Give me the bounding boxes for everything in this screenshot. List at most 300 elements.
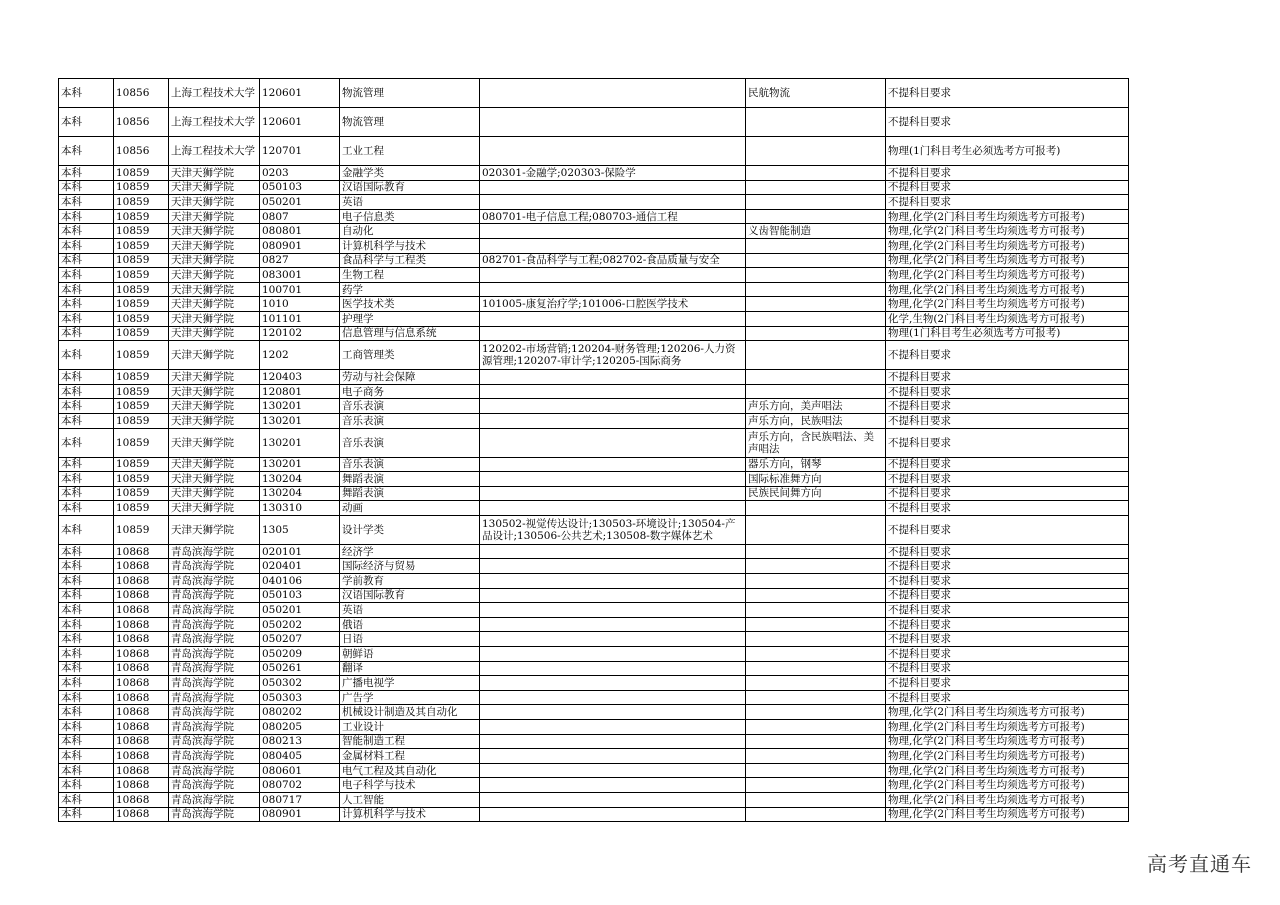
school-name-cell: 天津天狮学院 (169, 282, 260, 297)
table-row (59, 705, 1129, 720)
school-name-cell: 青岛滨海学院 (169, 676, 260, 691)
table-row (59, 282, 1129, 297)
included-majors-cell (480, 574, 746, 589)
school-code-cell: 10868 (114, 574, 169, 589)
school-code-cell: 10868 (114, 792, 169, 807)
major-name-cell: 工业设计 (340, 720, 480, 735)
major-name-cell: 工商管理类 (340, 341, 480, 370)
school-name-cell: 天津天狮学院 (169, 209, 260, 224)
level-cell: 本科 (59, 559, 114, 574)
school-code-cell: 10868 (114, 749, 169, 764)
school-name-cell: 青岛滨海学院 (169, 763, 260, 778)
level-cell: 本科 (59, 370, 114, 385)
included-majors-cell (480, 137, 746, 166)
major-name-cell: 机械设计制造及其自动化 (340, 705, 480, 720)
major-name-cell: 学前教育 (340, 574, 480, 589)
school-name-cell: 青岛滨海学院 (169, 807, 260, 822)
included-majors-cell (480, 108, 746, 137)
level-cell: 本科 (59, 734, 114, 749)
subject-requirement-cell: 不提科目要求 (886, 166, 1129, 181)
included-majors-cell (480, 544, 746, 559)
school-code-cell: 10859 (114, 224, 169, 239)
school-code-cell: 10859 (114, 457, 169, 472)
included-majors-cell (480, 501, 746, 516)
level-cell: 本科 (59, 792, 114, 807)
school-name-cell: 天津天狮学院 (169, 268, 260, 283)
level-cell: 本科 (59, 311, 114, 326)
level-cell: 本科 (59, 341, 114, 370)
direction-cell (746, 341, 886, 370)
major-code-cell: 120102 (260, 326, 340, 341)
major-code-cell: 130201 (260, 413, 340, 428)
major-name-cell: 广告学 (340, 690, 480, 705)
level-cell: 本科 (59, 79, 114, 108)
direction-cell (746, 209, 886, 224)
major-name-cell: 金融学类 (340, 166, 480, 181)
table-row (59, 661, 1129, 676)
table-row (59, 326, 1129, 341)
school-code-cell: 10859 (114, 472, 169, 487)
direction-cell: 声乐方向，含民族唱法、美声唱法 (746, 428, 886, 457)
direction-cell (746, 763, 886, 778)
major-name-cell: 物流管理 (340, 108, 480, 137)
direction-cell (746, 137, 886, 166)
subject-requirement-cell: 不提科目要求 (886, 603, 1129, 618)
school-name-cell: 青岛滨海学院 (169, 603, 260, 618)
school-name-cell: 天津天狮学院 (169, 297, 260, 312)
major-code-cell: 130201 (260, 399, 340, 414)
major-code-cell: 1010 (260, 297, 340, 312)
direction-cell: 声乐方向，美声唱法 (746, 399, 886, 414)
level-cell: 本科 (59, 399, 114, 414)
direction-cell (746, 705, 886, 720)
major-name-cell: 人工智能 (340, 792, 480, 807)
table-row (59, 311, 1129, 326)
major-name-cell: 汉语国际教育 (340, 180, 480, 195)
major-code-cell: 120601 (260, 108, 340, 137)
school-code-cell: 10859 (114, 399, 169, 414)
table-row (59, 341, 1129, 370)
included-majors-cell (480, 457, 746, 472)
subject-requirement-cell: 物理(1门科目考生必须选考方可报考) (886, 326, 1129, 341)
subject-requirement-cell: 物理,化学(2门科目考生均须选考方可报考) (886, 705, 1129, 720)
direction-cell (746, 515, 886, 544)
major-name-cell: 工业工程 (340, 137, 480, 166)
subject-requirement-cell: 物理,化学(2门科目考生均须选考方可报考) (886, 778, 1129, 793)
major-name-cell: 智能制造工程 (340, 734, 480, 749)
table-row (59, 617, 1129, 632)
table-row (59, 720, 1129, 735)
major-code-cell: 130201 (260, 428, 340, 457)
level-cell: 本科 (59, 544, 114, 559)
major-code-cell: 050103 (260, 180, 340, 195)
major-code-cell: 080205 (260, 720, 340, 735)
subject-requirement-cell: 不提科目要求 (886, 588, 1129, 603)
major-code-cell: 050302 (260, 676, 340, 691)
level-cell: 本科 (59, 472, 114, 487)
school-name-cell: 天津天狮学院 (169, 457, 260, 472)
major-code-cell: 040106 (260, 574, 340, 589)
level-cell: 本科 (59, 195, 114, 210)
school-name-cell: 天津天狮学院 (169, 341, 260, 370)
table-row (59, 778, 1129, 793)
major-code-cell: 050207 (260, 632, 340, 647)
direction-cell (746, 661, 886, 676)
subject-requirement-cell: 物理(1门科目考生必须选考方可报考) (886, 137, 1129, 166)
level-cell: 本科 (59, 501, 114, 516)
major-name-cell: 电子信息类 (340, 209, 480, 224)
major-code-cell: 080702 (260, 778, 340, 793)
school-name-cell: 青岛滨海学院 (169, 588, 260, 603)
included-majors-cell (480, 268, 746, 283)
subject-requirement-cell: 不提科目要求 (886, 632, 1129, 647)
included-majors-cell: 130502-视觉传达设计;130503-环境设计;130504-产品设计;130506-公共艺术;130508-数字媒体艺术 (480, 515, 746, 544)
table-row (59, 370, 1129, 385)
level-cell: 本科 (59, 661, 114, 676)
major-code-cell: 130310 (260, 501, 340, 516)
major-name-cell: 国际经济与贸易 (340, 559, 480, 574)
subject-requirement-cell: 不提科目要求 (886, 544, 1129, 559)
level-cell: 本科 (59, 778, 114, 793)
school-code-cell: 10859 (114, 253, 169, 268)
major-code-cell: 120801 (260, 384, 340, 399)
school-code-cell: 10859 (114, 370, 169, 385)
school-name-cell: 青岛滨海学院 (169, 690, 260, 705)
table-row (59, 763, 1129, 778)
major-code-cell: 020101 (260, 544, 340, 559)
direction-cell (746, 544, 886, 559)
level-cell: 本科 (59, 326, 114, 341)
table-row (59, 238, 1129, 253)
subject-requirement-cell: 物理,化学(2门科目考生均须选考方可报考) (886, 253, 1129, 268)
level-cell: 本科 (59, 749, 114, 764)
school-name-cell: 青岛滨海学院 (169, 734, 260, 749)
school-name-cell: 天津天狮学院 (169, 384, 260, 399)
school-code-cell: 10868 (114, 763, 169, 778)
school-code-cell: 10868 (114, 617, 169, 632)
school-name-cell: 青岛滨海学院 (169, 778, 260, 793)
major-name-cell: 俄语 (340, 617, 480, 632)
school-code-cell: 10856 (114, 79, 169, 108)
major-code-cell: 130204 (260, 486, 340, 501)
major-name-cell: 音乐表演 (340, 399, 480, 414)
school-code-cell: 10859 (114, 326, 169, 341)
school-name-cell: 天津天狮学院 (169, 486, 260, 501)
school-code-cell: 10859 (114, 486, 169, 501)
major-name-cell: 英语 (340, 195, 480, 210)
direction-cell (746, 384, 886, 399)
included-majors-cell (480, 384, 746, 399)
table-row (59, 690, 1129, 705)
school-name-cell: 天津天狮学院 (169, 428, 260, 457)
major-name-cell: 医学技术类 (340, 297, 480, 312)
included-majors-cell (480, 749, 746, 764)
direction-cell (746, 632, 886, 647)
table-row (59, 297, 1129, 312)
major-code-cell: 120403 (260, 370, 340, 385)
included-majors-cell (480, 734, 746, 749)
school-name-cell: 青岛滨海学院 (169, 647, 260, 662)
table-row (59, 734, 1129, 749)
included-majors-cell (480, 603, 746, 618)
direction-cell (746, 166, 886, 181)
school-name-cell: 青岛滨海学院 (169, 559, 260, 574)
included-majors-cell (480, 763, 746, 778)
school-code-cell: 10859 (114, 166, 169, 181)
major-name-cell: 护理学 (340, 311, 480, 326)
major-name-cell: 音乐表演 (340, 457, 480, 472)
school-name-cell: 天津天狮学院 (169, 326, 260, 341)
table-row (59, 79, 1129, 108)
school-name-cell: 上海工程技术大学 (169, 108, 260, 137)
subject-requirement-cell: 物理,化学(2门科目考生均须选考方可报考) (886, 720, 1129, 735)
school-code-cell: 10868 (114, 676, 169, 691)
major-code-cell: 130201 (260, 457, 340, 472)
included-majors-cell (480, 661, 746, 676)
subject-requirement-cell: 不提科目要求 (886, 515, 1129, 544)
table-row (59, 108, 1129, 137)
major-code-cell: 101101 (260, 311, 340, 326)
major-name-cell: 生物工程 (340, 268, 480, 283)
school-code-cell: 10859 (114, 515, 169, 544)
school-code-cell: 10859 (114, 341, 169, 370)
level-cell: 本科 (59, 413, 114, 428)
included-majors-cell (480, 413, 746, 428)
table-row (59, 574, 1129, 589)
school-code-cell: 10856 (114, 137, 169, 166)
major-name-cell: 动画 (340, 501, 480, 516)
direction-cell (746, 268, 886, 283)
school-code-cell: 10868 (114, 720, 169, 735)
level-cell: 本科 (59, 282, 114, 297)
major-code-cell: 050209 (260, 647, 340, 662)
table-row (59, 399, 1129, 414)
included-majors-cell (480, 632, 746, 647)
table-row (59, 472, 1129, 487)
level-cell: 本科 (59, 617, 114, 632)
school-name-cell: 天津天狮学院 (169, 224, 260, 239)
subject-requirement-cell: 化学,生物(2门科目考生均须选考方可报考) (886, 311, 1129, 326)
subject-requirement-cell: 不提科目要求 (886, 676, 1129, 691)
school-name-cell: 天津天狮学院 (169, 413, 260, 428)
level-cell: 本科 (59, 603, 114, 618)
direction-cell: 民航物流 (746, 79, 886, 108)
major-code-cell: 080601 (260, 763, 340, 778)
school-code-cell: 10859 (114, 195, 169, 210)
included-majors-cell (480, 224, 746, 239)
direction-cell (746, 297, 886, 312)
subject-requirement-cell: 不提科目要求 (886, 617, 1129, 632)
school-code-cell: 10868 (114, 807, 169, 822)
major-code-cell: 050103 (260, 588, 340, 603)
subject-requirement-cell: 不提科目要求 (886, 413, 1129, 428)
school-code-cell: 10859 (114, 209, 169, 224)
school-code-cell: 10856 (114, 108, 169, 137)
table-row (59, 792, 1129, 807)
major-name-cell: 日语 (340, 632, 480, 647)
subject-requirement-cell: 物理,化学(2门科目考生均须选考方可报考) (886, 209, 1129, 224)
level-cell: 本科 (59, 108, 114, 137)
school-name-cell: 天津天狮学院 (169, 501, 260, 516)
school-name-cell: 青岛滨海学院 (169, 574, 260, 589)
major-code-cell: 050201 (260, 603, 340, 618)
included-majors-cell (480, 617, 746, 632)
school-name-cell: 天津天狮学院 (169, 238, 260, 253)
major-name-cell: 舞蹈表演 (340, 486, 480, 501)
table-row (59, 632, 1129, 647)
major-name-cell: 物流管理 (340, 79, 480, 108)
major-code-cell: 0203 (260, 166, 340, 181)
major-name-cell: 翻译 (340, 661, 480, 676)
major-code-cell: 050261 (260, 661, 340, 676)
major-name-cell: 舞蹈表演 (340, 472, 480, 487)
school-code-cell: 10859 (114, 180, 169, 195)
included-majors-cell (480, 326, 746, 341)
school-name-cell: 青岛滨海学院 (169, 544, 260, 559)
school-code-cell: 10868 (114, 690, 169, 705)
watermark: 高考直通车 (1147, 852, 1252, 876)
direction-cell (746, 617, 886, 632)
school-code-cell: 10868 (114, 559, 169, 574)
included-majors-cell (480, 370, 746, 385)
enrollment-table (58, 78, 1129, 822)
included-majors-cell (480, 282, 746, 297)
major-name-cell: 英语 (340, 603, 480, 618)
table-row (59, 166, 1129, 181)
included-majors-cell (480, 588, 746, 603)
direction-cell (746, 574, 886, 589)
subject-requirement-cell: 物理,化学(2门科目考生均须选考方可报考) (886, 268, 1129, 283)
school-code-cell: 10868 (114, 588, 169, 603)
included-majors-cell: 082701-食品科学与工程;082702-食品质量与安全 (480, 253, 746, 268)
table-row (59, 268, 1129, 283)
major-code-cell: 050303 (260, 690, 340, 705)
major-name-cell: 劳动与社会保障 (340, 370, 480, 385)
level-cell: 本科 (59, 588, 114, 603)
included-majors-cell (480, 428, 746, 457)
direction-cell (746, 559, 886, 574)
included-majors-cell: 120202-市场营销;120204-财务管理;120206-人力资源管理;120207-审计学;120205-国际商务 (480, 341, 746, 370)
included-majors-cell (480, 792, 746, 807)
subject-requirement-cell: 物理,化学(2门科目考生均须选考方可报考) (886, 224, 1129, 239)
direction-cell (746, 253, 886, 268)
direction-cell: 国际标准舞方向 (746, 472, 886, 487)
major-name-cell: 广播电视学 (340, 676, 480, 691)
school-name-cell: 天津天狮学院 (169, 370, 260, 385)
subject-requirement-cell: 物理,化学(2门科目考生均须选考方可报考) (886, 749, 1129, 764)
major-code-cell: 120601 (260, 79, 340, 108)
level-cell: 本科 (59, 224, 114, 239)
major-name-cell: 设计学类 (340, 515, 480, 544)
direction-cell: 民族民间舞方向 (746, 486, 886, 501)
table-row (59, 807, 1129, 822)
table-row (59, 253, 1129, 268)
direction-cell (746, 195, 886, 210)
subject-requirement-cell: 不提科目要求 (886, 108, 1129, 137)
school-code-cell: 10859 (114, 268, 169, 283)
school-code-cell: 10868 (114, 647, 169, 662)
level-cell: 本科 (59, 253, 114, 268)
level-cell: 本科 (59, 268, 114, 283)
major-code-cell: 050201 (260, 195, 340, 210)
included-majors-cell (480, 195, 746, 210)
major-code-cell: 120701 (260, 137, 340, 166)
major-code-cell: 080901 (260, 238, 340, 253)
school-name-cell: 青岛滨海学院 (169, 749, 260, 764)
direction-cell (746, 108, 886, 137)
included-majors-cell (480, 180, 746, 195)
major-name-cell: 药学 (340, 282, 480, 297)
included-majors-cell (480, 647, 746, 662)
direction-cell (746, 603, 886, 618)
school-name-cell: 青岛滨海学院 (169, 617, 260, 632)
included-majors-cell (480, 399, 746, 414)
level-cell: 本科 (59, 457, 114, 472)
school-code-cell: 10859 (114, 282, 169, 297)
major-code-cell: 100701 (260, 282, 340, 297)
level-cell: 本科 (59, 807, 114, 822)
level-cell: 本科 (59, 515, 114, 544)
school-name-cell: 青岛滨海学院 (169, 632, 260, 647)
level-cell: 本科 (59, 690, 114, 705)
table-row (59, 384, 1129, 399)
included-majors-cell (480, 778, 746, 793)
school-name-cell: 青岛滨海学院 (169, 661, 260, 676)
level-cell: 本科 (59, 720, 114, 735)
included-majors-cell (480, 676, 746, 691)
level-cell: 本科 (59, 763, 114, 778)
table-row (59, 209, 1129, 224)
table-row (59, 647, 1129, 662)
table-row (59, 180, 1129, 195)
level-cell: 本科 (59, 705, 114, 720)
subject-requirement-cell: 不提科目要求 (886, 486, 1129, 501)
subject-requirement-cell: 不提科目要求 (886, 472, 1129, 487)
included-majors-cell (480, 238, 746, 253)
subject-requirement-cell: 物理,化学(2门科目考生均须选考方可报考) (886, 238, 1129, 253)
school-code-cell: 10859 (114, 297, 169, 312)
major-code-cell: 083001 (260, 268, 340, 283)
table-body (59, 79, 1129, 822)
school-name-cell: 天津天狮学院 (169, 166, 260, 181)
major-code-cell: 080405 (260, 749, 340, 764)
included-majors-cell (480, 720, 746, 735)
table-row (59, 559, 1129, 574)
school-code-cell: 10859 (114, 238, 169, 253)
subject-requirement-cell: 不提科目要求 (886, 661, 1129, 676)
table-row (59, 515, 1129, 544)
subject-requirement-cell: 物理,化学(2门科目考生均须选考方可报考) (886, 297, 1129, 312)
direction-cell: 义齿智能制造 (746, 224, 886, 239)
subject-requirement-cell: 不提科目要求 (886, 501, 1129, 516)
school-name-cell: 天津天狮学院 (169, 311, 260, 326)
level-cell: 本科 (59, 632, 114, 647)
school-name-cell: 天津天狮学院 (169, 399, 260, 414)
school-name-cell: 天津天狮学院 (169, 253, 260, 268)
major-name-cell: 电气工程及其自动化 (340, 763, 480, 778)
direction-cell (746, 311, 886, 326)
subject-requirement-cell: 不提科目要求 (886, 559, 1129, 574)
school-name-cell: 天津天狮学院 (169, 195, 260, 210)
table-row (59, 457, 1129, 472)
subject-requirement-cell: 不提科目要求 (886, 428, 1129, 457)
table-row (59, 486, 1129, 501)
major-code-cell: 080213 (260, 734, 340, 749)
included-majors-cell (480, 79, 746, 108)
major-code-cell: 1305 (260, 515, 340, 544)
major-name-cell: 计算机科学与技术 (340, 238, 480, 253)
subject-requirement-cell: 物理,化学(2门科目考生均须选考方可报考) (886, 807, 1129, 822)
